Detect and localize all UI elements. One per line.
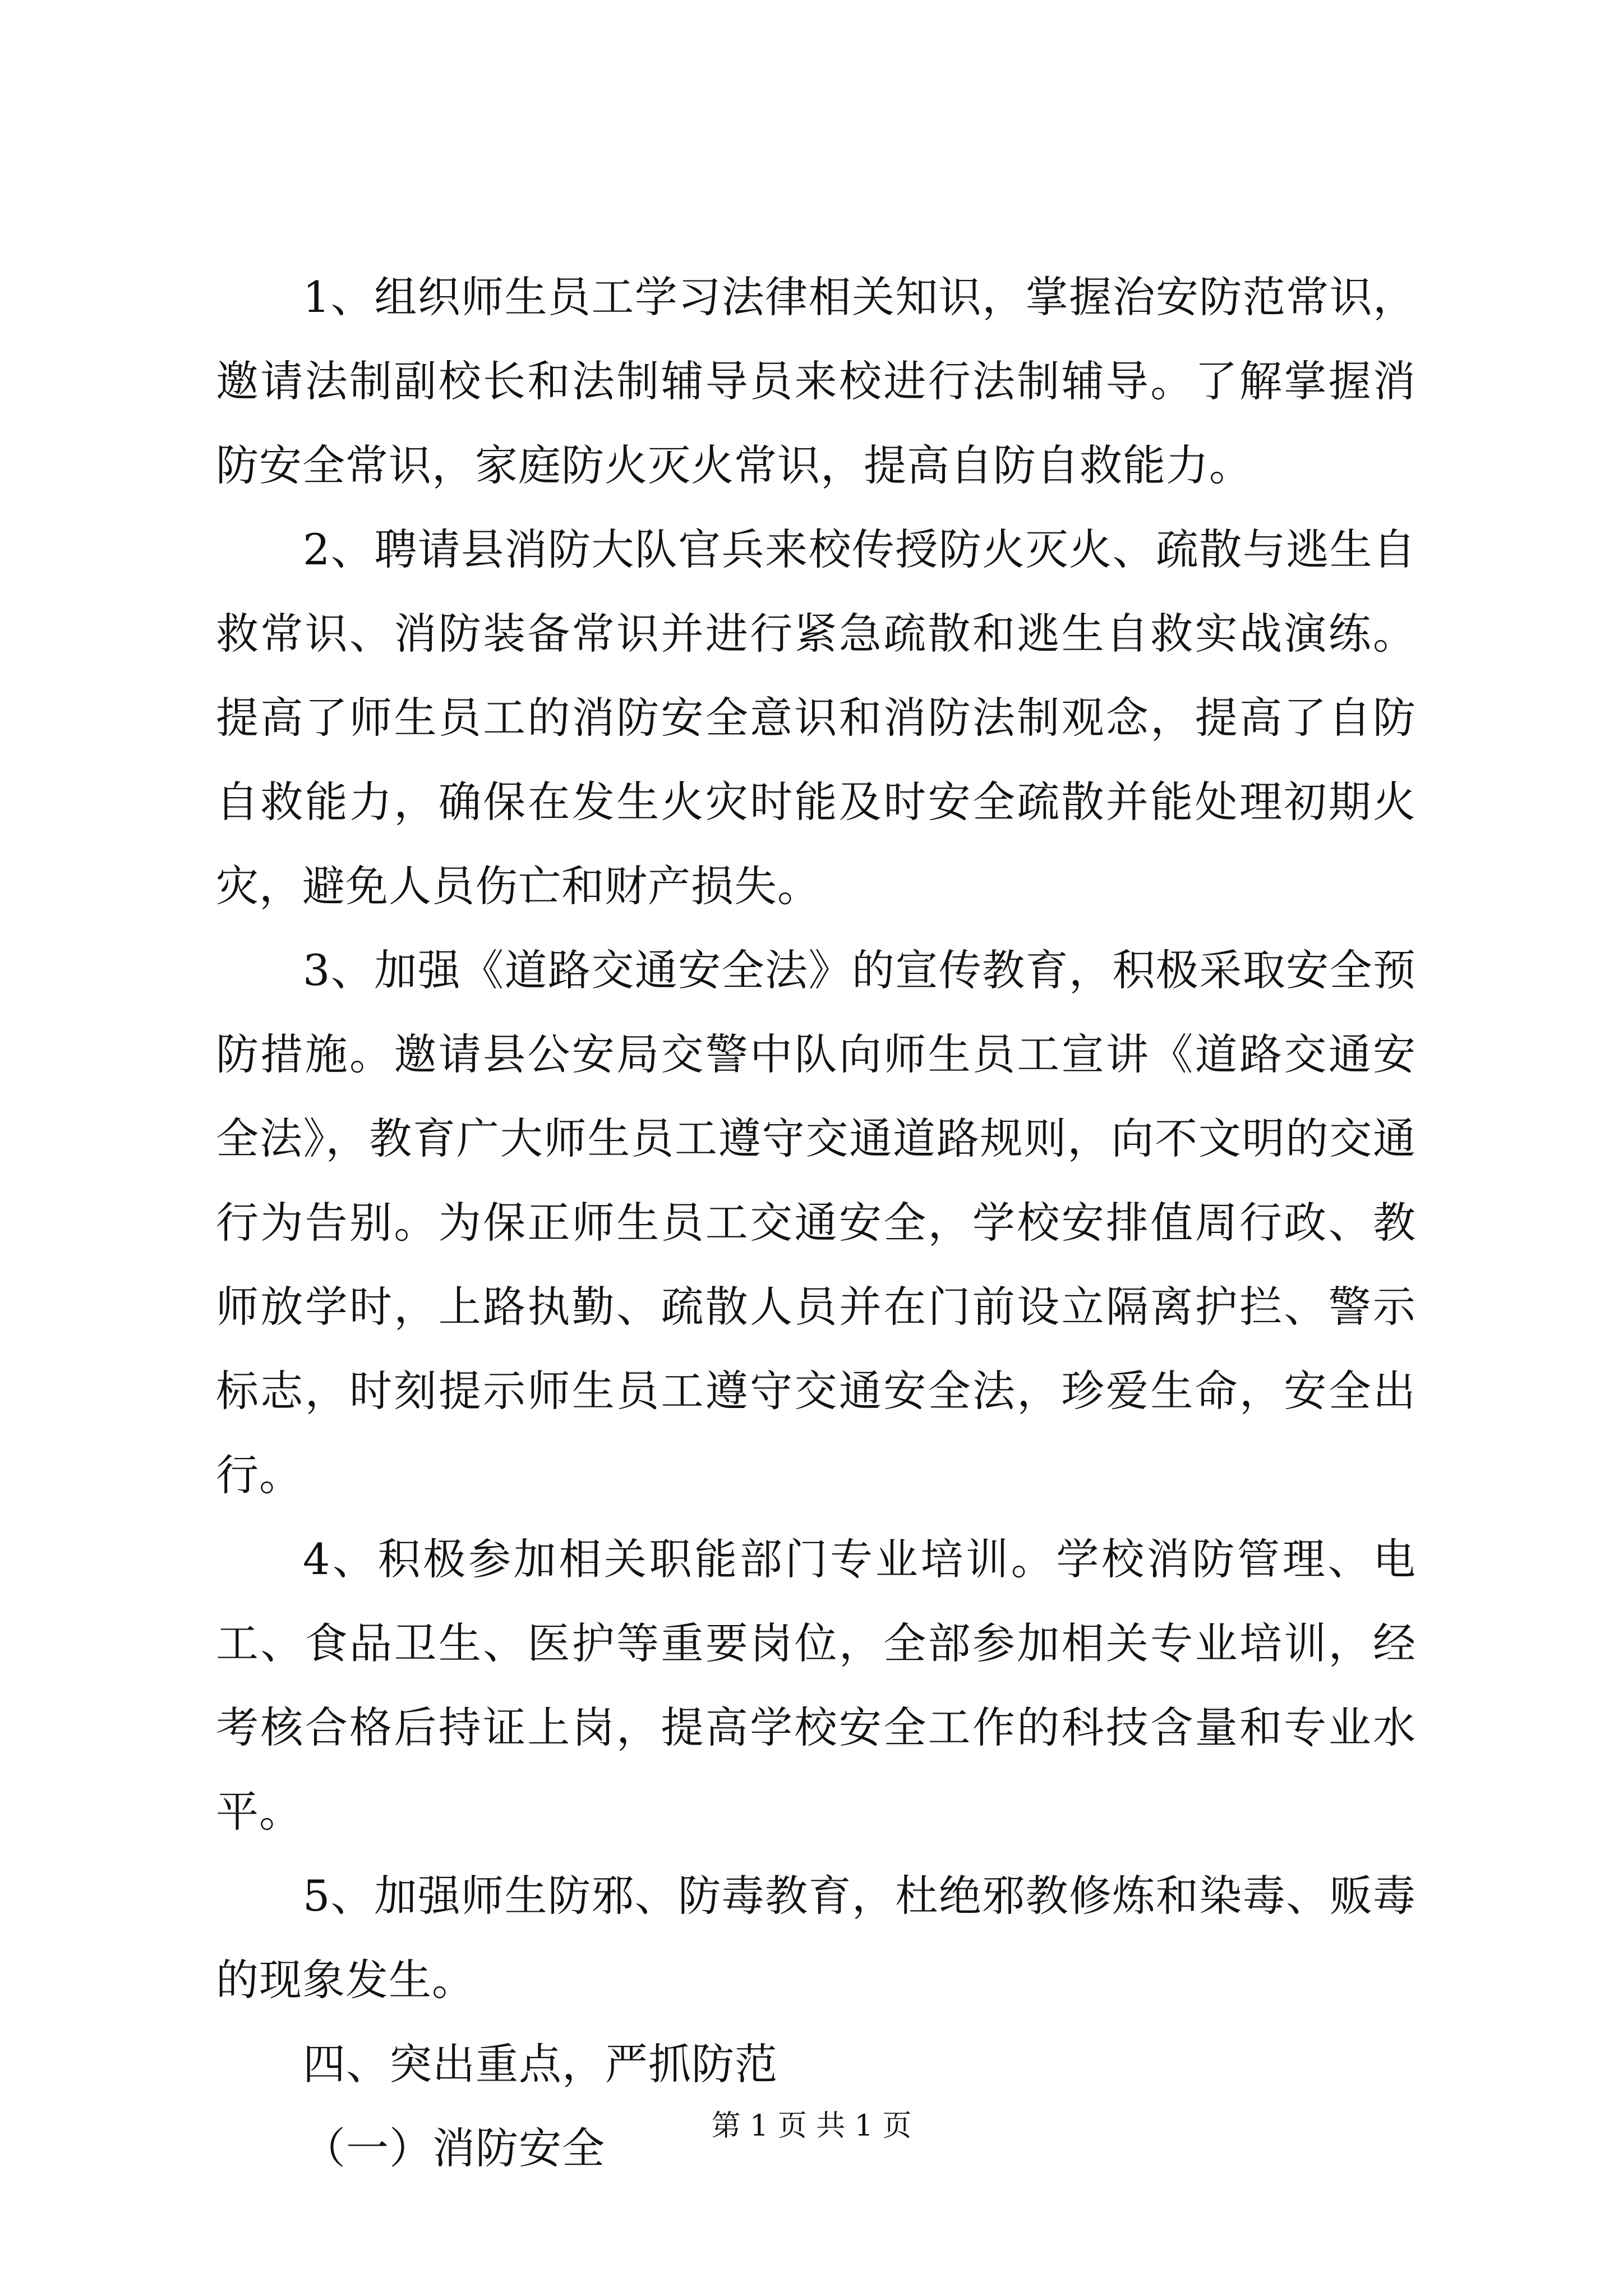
paragraph-2: 2、聘请县消防大队官兵来校传授防火灭火、疏散与逃生自救常识、消防装备常识并进行紧急疏散和逃生自救实战演练。提高了师生员工的消防安全意识和消防法制观念，提高了自防自救能力，确保在发生火灾时能及时安全疏散并能处理初期火灾，避免人员伤亡和财产损失。 — [216, 524, 1416, 911]
paragraph-4: 4、积极参加相关职能部门专业培训。学校消防管理、电工、食品卫生、医护等重要岗位，全部参加相关专业培训，经考核合格后持证上岗，提高学校安全工作的科技含量和专业水平。 — [216, 1534, 1416, 1837]
section-heading: 四、突出重点，严抓防范 — [303, 2039, 778, 2089]
sub-heading: （一）消防安全 — [303, 2123, 605, 2173]
paragraph-3: 3、加强《道路交通安全法》的宣传教育，积极采取安全预防措施。邀请县公安局交警中队向师生员工宣讲《道路交通安全法》，教育广大师生员工遵守交通道路规则，向不文明的交通行为告别。为保正师生员工交通安全，学校安排值周行政、教师放学时，上路执勤、疏散人员并在门前设立隔离护拦、警示标志，时刻提示师生员工遵守交通安全法，珍爱生命，安全出行。 — [216, 945, 1416, 1500]
paragraph-1: 1、组织师生员工学习法律相关知识，掌握治安防范常识，邀请法制副校长和法制辅导员来校进行法制辅导。了解掌握消防安全常识，家庭防火灭火常识，提高自防自救能力。 — [216, 272, 1416, 490]
page-footer: 第 1 页 共 1 页 — [711, 2109, 912, 2143]
paragraph-5: 5、加强师生防邪、防毒教育，杜绝邪教修炼和染毒、贩毒的现象发生。 — [216, 1871, 1416, 2005]
document-body — [216, 255, 1416, 2191]
